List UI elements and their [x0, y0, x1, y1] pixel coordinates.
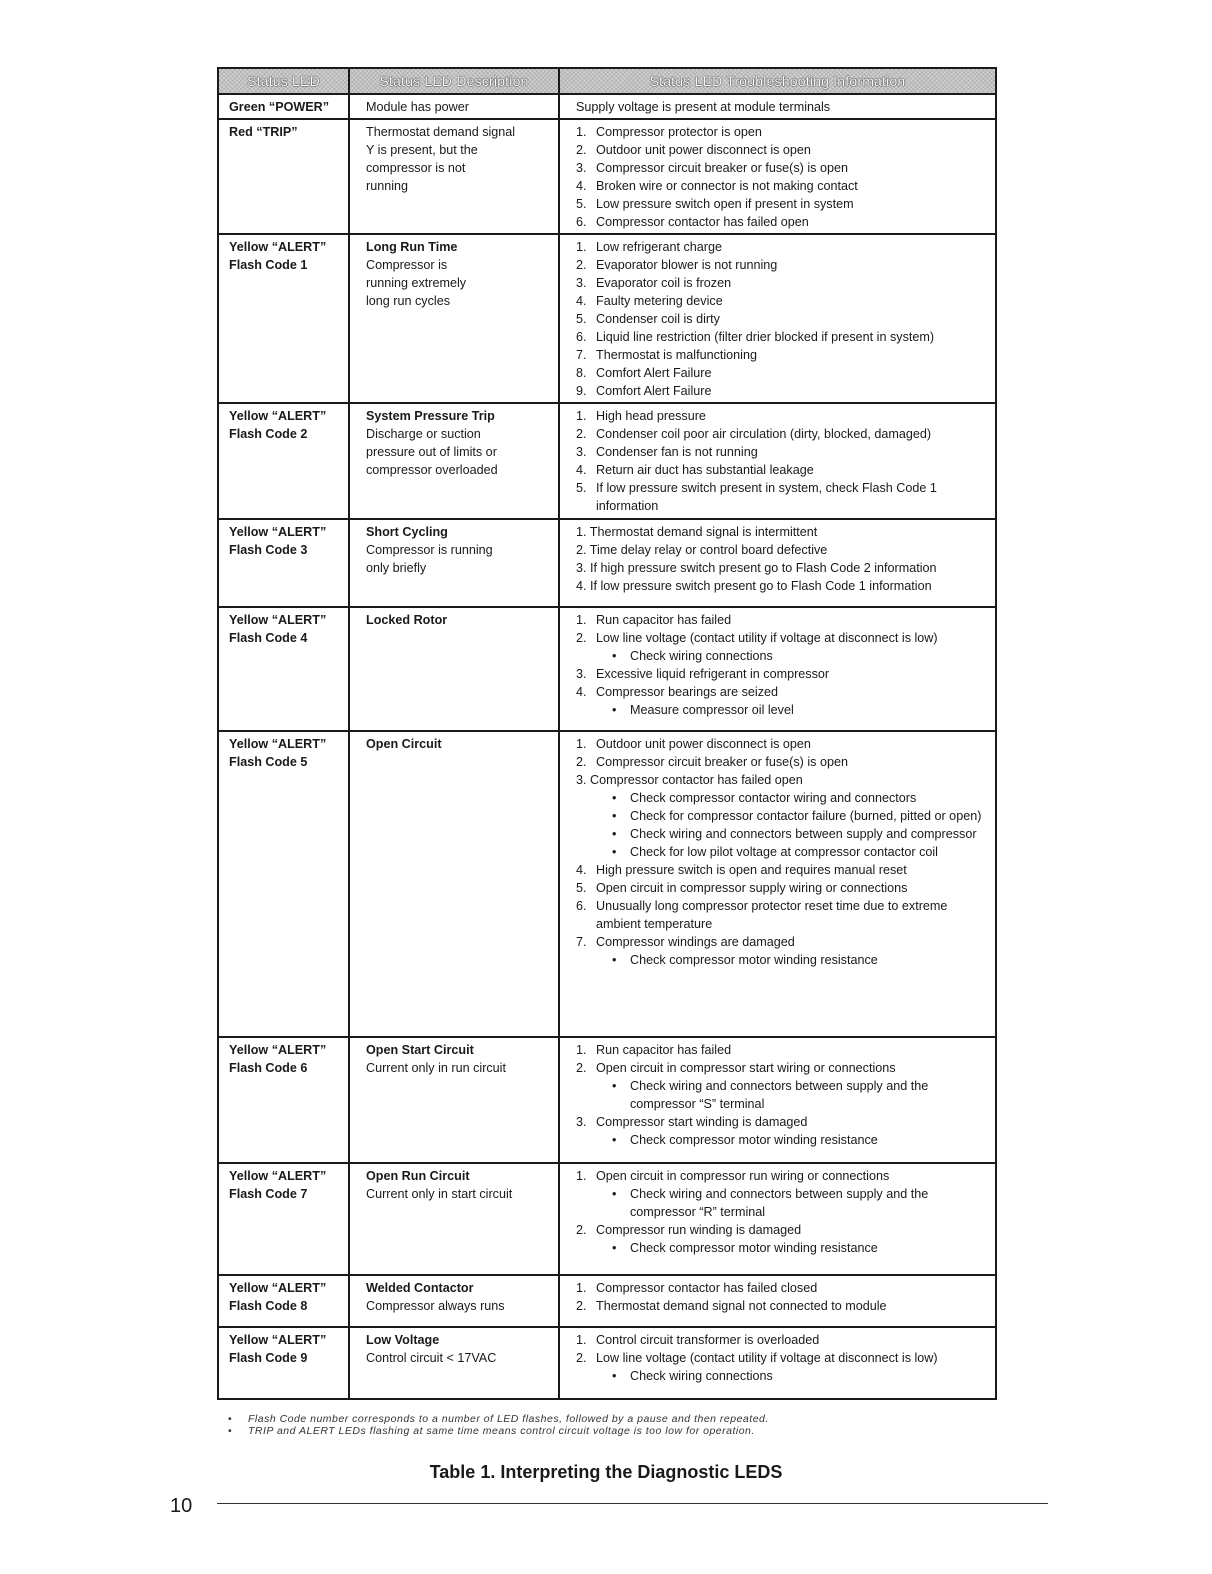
led-name: Yellow “ALERT”: [229, 613, 327, 627]
bullet-icon: •: [612, 791, 617, 805]
numbered-item: [576, 159, 993, 177]
status-led-cell: [218, 94, 349, 119]
numbered-item: [576, 425, 993, 443]
numbered-item: [576, 1113, 993, 1131]
item-number: 7.: [576, 935, 587, 949]
led-name: Yellow “ALERT”: [229, 1333, 327, 1347]
table-body: [218, 94, 996, 1399]
description-title: System Pressure Trip: [366, 409, 495, 423]
flash-code: Flash Code 7: [229, 1187, 308, 1201]
numbered-item: [576, 735, 993, 753]
item-number: 2.: [576, 755, 587, 769]
bullet-icon: •: [612, 845, 617, 859]
numbered-item: [576, 933, 993, 951]
bullet-icon: •: [612, 1241, 617, 1255]
flash-code: Flash Code 8: [229, 1299, 308, 1313]
item-text: Compressor contactor has failed closed: [596, 1281, 818, 1295]
item-text: High pressure switch is open and requires manual reset: [596, 863, 907, 877]
item-number: 1.: [576, 1043, 587, 1057]
item-text: Excessive liquid refrigerant in compressor: [596, 667, 830, 681]
bullet-icon: •: [228, 1425, 233, 1437]
numbered-item: [576, 753, 993, 771]
numbered-item: [576, 443, 993, 461]
item-number: 5.: [576, 312, 587, 326]
item-number: 1.: [576, 613, 587, 627]
item-text: Faulty metering device: [596, 294, 723, 308]
item-number: 1.: [576, 125, 587, 139]
item-number: 6.: [576, 215, 587, 229]
item-text: Broken wire or connector is not making contact: [596, 179, 858, 193]
flash-code: Flash Code 2: [229, 427, 308, 441]
description-cell: [349, 234, 559, 403]
item-number: 3.: [576, 161, 587, 175]
item-text: Comfort Alert Failure: [596, 366, 712, 380]
plain-item: 2. Time delay relay or control board defective: [576, 543, 828, 557]
numbered-item: [576, 238, 993, 256]
numbered-item: [576, 1349, 993, 1367]
bullet-text: Check wiring connections: [630, 649, 773, 663]
bullet-item: [576, 1239, 993, 1257]
numbered-item: [576, 123, 993, 141]
item-number: 1.: [576, 1281, 587, 1295]
table-row: [218, 731, 996, 1037]
footnotes: [228, 1413, 988, 1437]
flash-code: Flash Code 3: [229, 543, 308, 557]
numbered-item: [576, 177, 993, 195]
item-text: Unusually long compressor protector reset time due to extreme ambient temperature: [596, 899, 948, 931]
numbered-item: [576, 611, 993, 629]
troubleshooting-cell: [559, 94, 996, 119]
table-row: [218, 1275, 996, 1327]
bullet-icon: •: [612, 703, 617, 717]
troubleshooting-cell: [559, 119, 996, 234]
bullet-icon: •: [612, 1133, 617, 1147]
numbered-item: [576, 141, 993, 159]
led-name: Green “POWER”: [229, 100, 330, 114]
status-led-cell: [218, 1037, 349, 1163]
item-number: 5.: [576, 197, 587, 211]
table-row: [218, 1327, 996, 1399]
bullet-icon: •: [612, 953, 617, 967]
bullet-icon: •: [612, 1187, 617, 1201]
bullet-text: Check compressor motor winding resistance: [630, 1133, 878, 1147]
description-title: Short Cycling: [366, 525, 448, 539]
bullet-text: Check wiring and connectors between supply and the compressor “R” terminal: [630, 1187, 929, 1219]
description-cell: [349, 1037, 559, 1163]
description-cell: [349, 403, 559, 519]
description-text: Control circuit < 17VAC: [366, 1351, 497, 1365]
item-text: High head pressure: [596, 409, 706, 423]
description-cell: [349, 731, 559, 1037]
description-text: Compressor is running extremely long run cycles: [366, 258, 467, 308]
item-text: Liquid line restriction (filter drier blocked if present in system): [596, 330, 935, 344]
item-number: 5.: [576, 881, 587, 895]
numbered-item: [576, 1221, 993, 1239]
numbered-item: [576, 328, 993, 346]
table-row: [218, 519, 996, 607]
troubleshooting-cell: [559, 731, 996, 1037]
status-led-cell: [218, 1163, 349, 1275]
item-text: Compressor run winding is damaged: [596, 1223, 802, 1237]
item-text: Return air duct has substantial leakage: [596, 463, 814, 477]
flash-code: Flash Code 5: [229, 755, 308, 769]
numbered-item: [576, 1059, 993, 1077]
diagnostic-table-container: [217, 67, 995, 1400]
numbered-item: [576, 461, 993, 479]
item-text: Compressor start winding is damaged: [596, 1115, 808, 1129]
bullet-icon: •: [228, 1413, 233, 1425]
description-title: Low Voltage: [366, 1333, 440, 1347]
footnote-text: Flash Code number corresponds to a number of LED flashes, followed by a pause and then repeated.: [248, 1413, 769, 1425]
bullet-text: Measure compressor oil level: [630, 703, 794, 717]
item-number: 5.: [576, 481, 587, 495]
led-name: Yellow “ALERT”: [229, 1169, 327, 1183]
description-text: Current only in start circuit: [366, 1187, 513, 1201]
item-text: Control circuit transformer is overloaded: [596, 1333, 820, 1347]
item-number: 4.: [576, 294, 587, 308]
troubleshooting-cell: [559, 607, 996, 731]
item-text: Low line voltage (contact utility if voltage at disconnect is low): [596, 1351, 938, 1365]
item-number: 2.: [576, 143, 587, 157]
item-text: Evaporator coil is frozen: [596, 276, 732, 290]
table-caption: Table 1. Interpreting the Diagnostic LEDS: [429, 1462, 783, 1482]
flash-code: Flash Code 6: [229, 1061, 308, 1075]
item-text: Evaporator blower is not running: [596, 258, 778, 272]
item-text: Comfort Alert Failure: [596, 384, 712, 398]
numbered-item: [576, 346, 993, 364]
description-cell: [349, 1275, 559, 1327]
bullet-item: [576, 1131, 993, 1149]
led-name: Yellow “ALERT”: [229, 240, 327, 254]
item-number: 3.: [576, 445, 587, 459]
numbered-item: [576, 292, 993, 310]
item-number: 1.: [576, 737, 587, 751]
numbered-item: [576, 1279, 993, 1297]
numbered-item: [576, 665, 993, 683]
numbered-item: [576, 274, 993, 292]
numbered-item: [576, 629, 993, 647]
bullet-item: [576, 951, 993, 969]
bullet-icon: •: [612, 827, 617, 841]
item-number: 2.: [576, 1061, 587, 1075]
plain-item: 3. Compressor contactor has failed open: [576, 773, 803, 787]
bullet-text: Check compressor motor winding resistance: [630, 1241, 878, 1255]
bullet-item: [576, 701, 993, 719]
item-text: Compressor protector is open: [596, 125, 762, 139]
flash-code: Flash Code 4: [229, 631, 308, 645]
numbered-item: [576, 1167, 993, 1185]
plain-item: 3. If high pressure switch present go to Flash Code 2 information: [576, 561, 937, 575]
item-number: 2.: [576, 1351, 587, 1365]
bullet-icon: •: [612, 649, 617, 663]
table-row: [218, 1037, 996, 1163]
bullet-text: Check for compressor contactor failure (burned, pitted or open): [630, 809, 982, 823]
item-text: Open circuit in compressor run wiring or connections: [596, 1169, 890, 1183]
item-text: Compressor circuit breaker or fuse(s) is open: [596, 161, 848, 175]
item-text: Compressor circuit breaker or fuse(s) is open: [596, 755, 848, 769]
bullet-icon: •: [612, 1369, 617, 1383]
item-number: 7.: [576, 348, 587, 362]
description-title: Open Run Circuit: [366, 1169, 470, 1183]
description-title: Welded Contactor: [366, 1281, 474, 1295]
numbered-item: [576, 879, 993, 897]
footnote-text: TRIP and ALERT LEDs flashing at same time means control circuit voltage is too low for operation.: [248, 1425, 755, 1437]
bullet-icon: •: [612, 809, 617, 823]
description-text: Discharge or suction pressure out of limits or compressor overloaded: [366, 427, 498, 477]
description-text: Module has power: [366, 100, 469, 114]
header-row: [218, 68, 996, 94]
status-led-cell: [218, 403, 349, 519]
bullet-item: [576, 807, 993, 825]
troubleshooting-cell: [559, 234, 996, 403]
item-text: Compressor windings are damaged: [596, 935, 795, 949]
description-title: Locked Rotor: [366, 613, 448, 627]
bullet-text: Check for low pilot voltage at compressor contactor coil: [630, 845, 938, 859]
item-number: 3.: [576, 276, 587, 290]
flash-code: Flash Code 9: [229, 1351, 308, 1365]
item-number: 1.: [576, 240, 587, 254]
bullet-text: Check wiring and connectors between supply and compressor: [630, 827, 977, 841]
item-number: 3.: [576, 667, 587, 681]
table-header: [218, 68, 996, 94]
item-text: Condenser coil is dirty: [596, 312, 720, 326]
page-number: 10: [170, 1495, 193, 1517]
numbered-item: [576, 683, 993, 701]
item-text: Run capacitor has failed: [596, 613, 732, 627]
item-text: Thermostat is malfunctioning: [596, 348, 757, 362]
status-led-cell: [218, 519, 349, 607]
item-number: 4.: [576, 179, 587, 193]
numbered-item: [576, 256, 993, 274]
description-text: Compressor is running only briefly: [366, 543, 493, 575]
header-status-led-description: Status LED Description: [349, 68, 559, 94]
numbered-item: [576, 407, 993, 425]
description-cell: [349, 607, 559, 731]
item-text: If low pressure switch present in system, check Flash Code 1 information: [596, 481, 937, 513]
item-number: 4.: [576, 863, 587, 877]
table-row: [218, 234, 996, 403]
troubleshooting-cell: [559, 1327, 996, 1399]
description-title: Open Circuit: [366, 737, 442, 751]
plain-item: 1. Thermostat demand signal is intermittent: [576, 525, 818, 539]
table-row: [218, 1163, 996, 1275]
bullet-item: [576, 1077, 993, 1113]
description-text: Current only in run circuit: [366, 1061, 506, 1075]
item-text: Outdoor unit power disconnect is open: [596, 143, 811, 157]
item-number: 6.: [576, 899, 587, 913]
troubleshooting-cell: [559, 403, 996, 519]
led-name: Yellow “ALERT”: [229, 409, 327, 423]
header-status-led: Status LED: [218, 68, 349, 94]
description-title: Open Start Circuit: [366, 1043, 474, 1057]
led-name: Red “TRIP”: [229, 125, 298, 139]
item-number: 2.: [576, 1223, 587, 1237]
item-number: 6.: [576, 330, 587, 344]
plain-item: 4. If low pressure switch present go to Flash Code 1 information: [576, 579, 932, 593]
table-row: [218, 119, 996, 234]
item-text: Outdoor unit power disconnect is open: [596, 737, 811, 751]
troubleshooting-cell: [559, 1163, 996, 1275]
item-number: 2.: [576, 1299, 587, 1313]
footnote: [228, 1425, 988, 1437]
numbered-item: [576, 479, 993, 515]
description-cell: [349, 94, 559, 119]
item-number: 1.: [576, 1169, 587, 1183]
item-number: 4.: [576, 685, 587, 699]
numbered-item: [576, 1331, 993, 1349]
table-row: [218, 607, 996, 731]
bullet-text: Check wiring and connectors between supply and the compressor “S” terminal: [630, 1079, 929, 1111]
troubleshooting-cell: [559, 1275, 996, 1327]
description-cell: [349, 119, 559, 234]
item-text: Low pressure switch open if present in system: [596, 197, 854, 211]
item-number: 3.: [576, 1115, 587, 1129]
status-led-cell: [218, 731, 349, 1037]
description-text: Thermostat demand signal Y is present, but the compressor is not running: [366, 125, 516, 193]
numbered-item: [576, 310, 993, 328]
bullet-text: Check compressor motor winding resistance: [630, 953, 878, 967]
item-text: Condenser coil poor air circulation (dirty, blocked, damaged): [596, 427, 932, 441]
led-name: Yellow “ALERT”: [229, 1043, 327, 1057]
item-number: 9.: [576, 384, 587, 398]
item-number: 2.: [576, 631, 587, 645]
description-text: Compressor always runs: [366, 1299, 505, 1313]
item-text: Open circuit in compressor supply wiring or connections: [596, 881, 908, 895]
status-led-cell: [218, 607, 349, 731]
item-text: Low refrigerant charge: [596, 240, 723, 254]
description-cell: [349, 1327, 559, 1399]
description-cell: [349, 1163, 559, 1275]
numbered-item: [576, 1297, 993, 1315]
item-text: Compressor contactor has failed open: [596, 215, 809, 229]
led-name: Yellow “ALERT”: [229, 737, 327, 751]
status-led-cell: [218, 234, 349, 403]
troubleshooting-cell: [559, 1037, 996, 1163]
item-text: Condenser fan is not running: [596, 445, 758, 459]
header-troubleshooting-information: Status LED Troubleshooting Information: [559, 68, 996, 94]
item-number: 4.: [576, 463, 587, 477]
table-row: [218, 403, 996, 519]
item-text: Open circuit in compressor start wiring or connections: [596, 1061, 896, 1075]
item-text: Low line voltage (contact utility if voltage at disconnect is low): [596, 631, 938, 645]
item-number: 8.: [576, 366, 587, 380]
flash-code: Flash Code 1: [229, 258, 308, 272]
numbered-item: [576, 1041, 993, 1059]
plain-item: Supply voltage is present at module terminals: [576, 100, 831, 114]
status-led-cell: [218, 1327, 349, 1399]
table-row: [218, 94, 996, 119]
item-text: Run capacitor has failed: [596, 1043, 732, 1057]
item-number: 2.: [576, 427, 587, 441]
bullet-item: [576, 843, 993, 861]
numbered-item: [576, 382, 993, 400]
led-name: Yellow “ALERT”: [229, 525, 327, 539]
numbered-item: [576, 364, 993, 382]
description-cell: [349, 519, 559, 607]
footnote: [228, 1413, 988, 1425]
led-name: Yellow “ALERT”: [229, 1281, 327, 1295]
item-number: 1.: [576, 1333, 587, 1347]
status-led-cell: [218, 1275, 349, 1327]
troubleshooting-cell: [559, 519, 996, 607]
bullet-item: [576, 1185, 993, 1221]
numbered-item: [576, 195, 993, 213]
status-led-cell: [218, 119, 349, 234]
item-number: 1.: [576, 409, 587, 423]
item-text: Compressor bearings are seized: [596, 685, 778, 699]
bullet-item: [576, 1367, 993, 1385]
item-text: Thermostat demand signal not connected to module: [596, 1299, 887, 1313]
bullet-text: Check compressor contactor wiring and connectors: [630, 791, 917, 805]
numbered-item: [576, 897, 993, 933]
item-number: 2.: [576, 258, 587, 272]
bullet-item: [576, 789, 993, 807]
numbered-item: [576, 213, 993, 231]
footer-divider: [217, 1503, 1048, 1504]
numbered-item: [576, 861, 993, 879]
bullet-item: [576, 647, 993, 665]
description-title: Long Run Time: [366, 240, 458, 254]
bullet-icon: •: [612, 1079, 617, 1093]
diagnostic-led-table: [217, 67, 997, 1400]
bullet-item: [576, 825, 993, 843]
bullet-text: Check wiring connections: [630, 1369, 773, 1383]
